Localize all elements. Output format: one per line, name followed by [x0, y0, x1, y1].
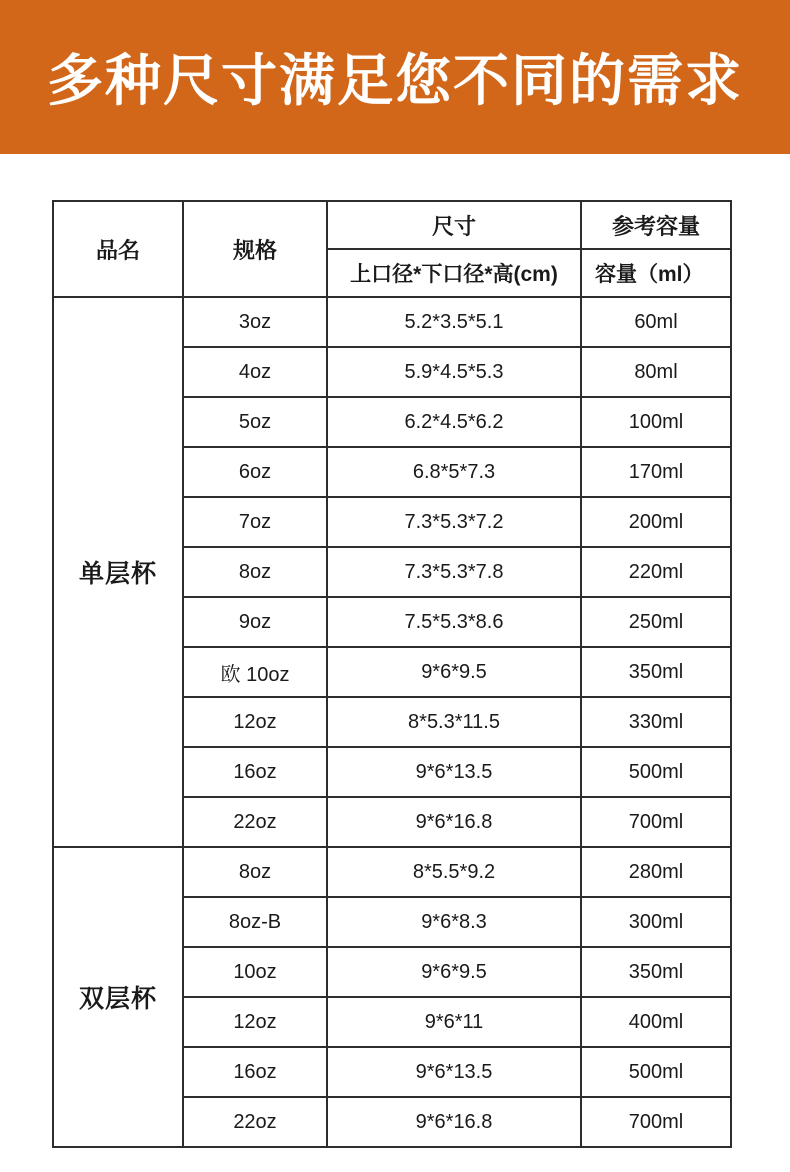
- spec-table-body: [53, 297, 731, 1147]
- cell-size: 9*6*16.8: [327, 797, 581, 847]
- header-spec: 规格: [183, 201, 327, 297]
- group-label: 单层杯: [53, 297, 183, 847]
- cell-capacity: 80ml: [581, 347, 731, 397]
- cell-spec: 8oz-B: [183, 897, 327, 947]
- cell-capacity: 500ml: [581, 747, 731, 797]
- cell-size: 8*5.5*9.2: [327, 847, 581, 897]
- table-header: [53, 201, 731, 297]
- cell-spec: 4oz: [183, 347, 327, 397]
- cell-capacity: 60ml: [581, 297, 731, 347]
- cell-spec: 8oz: [183, 847, 327, 897]
- cell-size: 9*6*9.5: [327, 947, 581, 997]
- cell-capacity: 500ml: [581, 1047, 731, 1097]
- cell-spec: 12oz: [183, 697, 327, 747]
- cell-spec: 欧 10oz: [183, 647, 327, 697]
- header-capacity-subtitle: 容量（ml）: [581, 249, 731, 297]
- cell-size: 9*6*9.5: [327, 647, 581, 697]
- size-spec-table: [52, 200, 732, 1148]
- table-row: [53, 847, 731, 897]
- cell-size: 5.9*4.5*5.3: [327, 347, 581, 397]
- cell-capacity: 700ml: [581, 797, 731, 847]
- cell-size: 7.3*5.3*7.2: [327, 497, 581, 547]
- cell-spec: 7oz: [183, 497, 327, 547]
- cell-size: 6.8*5*7.3: [327, 447, 581, 497]
- cell-capacity: 300ml: [581, 897, 731, 947]
- header-product-name: 品名: [53, 201, 183, 297]
- cell-spec: 5oz: [183, 397, 327, 447]
- cell-capacity: 330ml: [581, 697, 731, 747]
- cell-capacity: 100ml: [581, 397, 731, 447]
- cell-size: 7.5*5.3*8.6: [327, 597, 581, 647]
- cell-size: 7.3*5.3*7.8: [327, 547, 581, 597]
- cell-capacity: 200ml: [581, 497, 731, 547]
- cell-spec: 6oz: [183, 447, 327, 497]
- cell-capacity: 400ml: [581, 997, 731, 1047]
- cell-capacity: 700ml: [581, 1097, 731, 1147]
- cell-size: 8*5.3*11.5: [327, 697, 581, 747]
- cell-capacity: 220ml: [581, 547, 731, 597]
- header-size-subtitle: 上口径*下口径*高(cm): [327, 249, 581, 297]
- cell-spec: 8oz: [183, 547, 327, 597]
- cell-spec: 3oz: [183, 297, 327, 347]
- cell-size: 9*6*13.5: [327, 1047, 581, 1097]
- header-row-top: [53, 201, 731, 249]
- group-label: 双层杯: [53, 847, 183, 1147]
- cell-spec: 16oz: [183, 747, 327, 797]
- header-size: 尺寸: [327, 201, 581, 249]
- cell-spec: 22oz: [183, 1097, 327, 1147]
- cell-spec: 16oz: [183, 1047, 327, 1097]
- cell-capacity: 350ml: [581, 647, 731, 697]
- cell-size: 9*6*16.8: [327, 1097, 581, 1147]
- cell-spec: 10oz: [183, 947, 327, 997]
- cell-spec: 22oz: [183, 797, 327, 847]
- cell-capacity: 350ml: [581, 947, 731, 997]
- title-banner: [0, 0, 790, 154]
- cell-capacity: 170ml: [581, 447, 731, 497]
- header-capacity: 参考容量: [581, 201, 731, 249]
- cell-capacity: 280ml: [581, 847, 731, 897]
- cell-size: 9*6*11: [327, 997, 581, 1047]
- cell-size: 9*6*8.3: [327, 897, 581, 947]
- cell-size: 5.2*3.5*5.1: [327, 297, 581, 347]
- table-row: [53, 297, 731, 347]
- cell-capacity: 250ml: [581, 597, 731, 647]
- cell-size: 9*6*13.5: [327, 747, 581, 797]
- cell-spec: 12oz: [183, 997, 327, 1047]
- cell-spec: 9oz: [183, 597, 327, 647]
- cell-size: 6.2*4.5*6.2: [327, 397, 581, 447]
- page-title: 多种尺寸满足您不同的需求: [47, 49, 743, 112]
